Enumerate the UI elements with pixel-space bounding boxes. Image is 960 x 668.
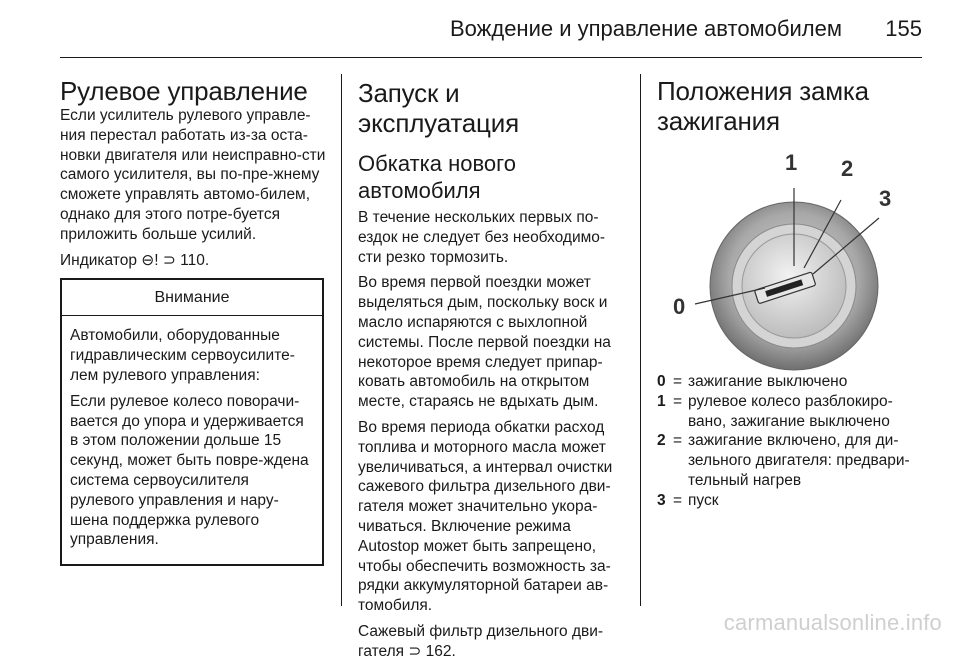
ignition-heading: Положения замка зажигания <box>657 76 869 136</box>
legend-key: 2 <box>657 432 666 450</box>
break-in-subheading: Обкатка нового автомобиля <box>358 151 516 203</box>
indicator-reference: Индикатор ⊖! ⊃ 110. <box>60 251 210 269</box>
startup-heading: Запуск и эксплуатация <box>358 78 519 138</box>
legend-equals: = <box>673 491 683 509</box>
diagram-label-2: 2 <box>841 156 854 181</box>
watermark: carmanualsonline.info <box>723 610 942 635</box>
warning-title: Внимание <box>62 280 322 316</box>
diagram-label-1: 1 <box>785 150 798 175</box>
warning-paragraph: Если рулевое колесо поворачи-вается до упора и удерживается в этом положении дольше 15 секунд, может быть повре-ждена система сервоусилителя рулевого управления и нару-шена поддержка рулевого управления. <box>70 392 309 549</box>
ignition-lock-illustration <box>657 148 919 368</box>
steering-paragraph: Если усилитель рулевого управле-ния перестал работать из-за оста-новки двигателя или неисправно-сти самого усилителя, вы по-пре-жнему сможете управлять автомо-билем, однако для этого потре-буется приложить больше усилий. <box>60 107 326 243</box>
break-in-paragraph: В течение нескольких первых по-ездок не следует без необходимо-сти резко тормозить. <box>358 209 606 266</box>
column-divider <box>341 74 342 606</box>
legend-key: 1 <box>657 392 666 410</box>
column-startup <box>358 76 624 668</box>
warning-paragraph: Автомобили, оборудованные гидравлическим сервоусилите-лем рулевого управления: <box>70 327 295 384</box>
page-header <box>60 0 922 58</box>
legend-item <box>657 372 923 392</box>
ignition-lock-diagram <box>657 148 919 368</box>
legend-equals: = <box>673 373 683 390</box>
warning-box <box>60 278 324 566</box>
warning-body <box>62 316 322 564</box>
break-in-paragraph: Во время периода обкатки расход топлива и моторного масла может увеличиваться, а интервал очистки сажевого фильтра дизельного дви-гателя может значительно укора-чиваться. Включение режима Autostop может быть запрещено, чтобы обеспечить возможность за-рядки аккумуляторной батареи ав-томобиля. <box>358 418 613 615</box>
column-steering <box>60 76 326 566</box>
diagram-label-0: 0 <box>673 294 686 319</box>
legend-equals: = <box>673 392 683 410</box>
steering-heading: Рулевое управление <box>60 76 308 106</box>
page-number: 155 <box>885 16 922 41</box>
legend-key: 3 <box>657 491 666 509</box>
legend-equals: = <box>673 432 683 450</box>
legend-key: 0 <box>657 373 666 390</box>
ignition-legend <box>657 372 923 511</box>
diagram-label-3: 3 <box>879 186 892 211</box>
legend-text: зажигание выключено <box>688 373 848 390</box>
legend-item <box>657 491 923 511</box>
legend-text: рулевое колесо разблокиро-вано, зажигание выключено <box>688 392 893 430</box>
legend-text: зажигание включено, для ди-зельного двигателя: предвари-тельный нагрев <box>688 432 910 489</box>
header-title: Вождение и управление автомобилем <box>449 16 842 41</box>
break-in-paragraph: Во время первой поездки может выделяться дым, поскольку воск и масло испаряются с выхлопной системы. После первой поездки на некоторое время следует припар-ковать автомобиль на открытом месте, стараясь не вдыхать дым. <box>358 274 611 411</box>
filter-reference: Сажевый фильтр дизельного дви-гателя ⊃ 162. <box>358 622 604 660</box>
column-ignition <box>657 76 923 511</box>
column-divider <box>640 74 641 606</box>
legend-item <box>657 392 923 432</box>
legend-text: пуск <box>688 491 719 509</box>
legend-item <box>657 431 923 490</box>
